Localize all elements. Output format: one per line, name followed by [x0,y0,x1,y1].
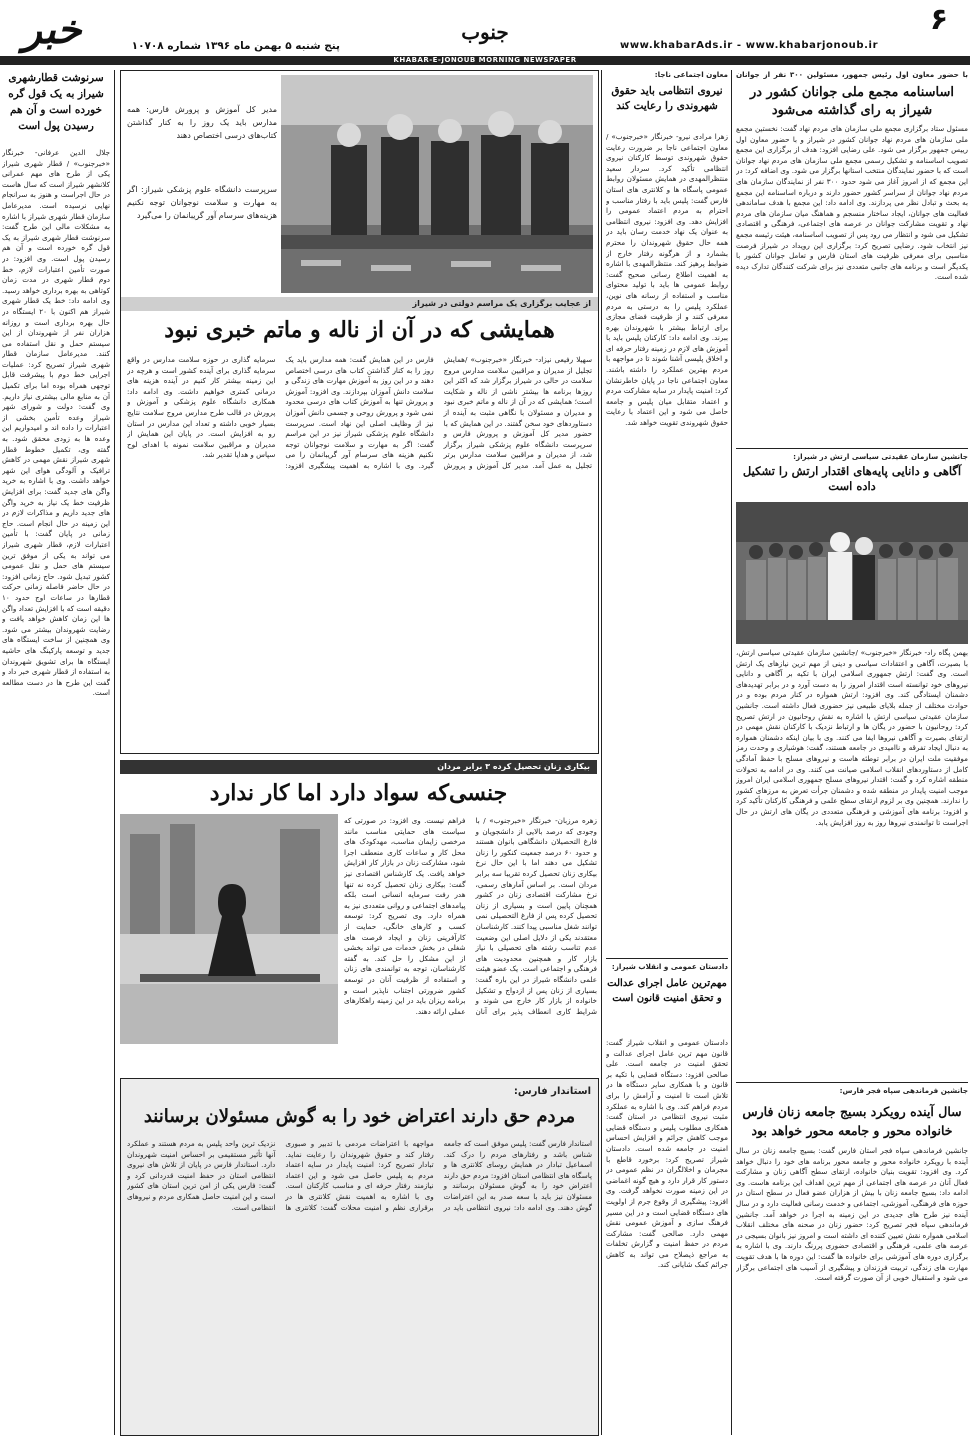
divider [606,958,728,959]
masthead-subtitle: KHABAR-E-JONOUB MORNING NEWSPAPER [393,56,577,64]
second-column [606,70,728,1438]
feature-article [120,70,599,754]
ceremony-photo [281,75,593,293]
article-headline: آگاهی و دانایی پایه‌های اقتدار ارتش را تشکیل داده است [742,464,962,493]
photo-caption: سرپرست دانشگاه علوم پزشکی شیراز: اگر به مهارت و سلامت نوجوانان توجه نکنیم هزینه‌های سرسام آور گریبانمان را می‌گیرد [127,185,277,220]
issue-date: پنج شنبه ۵ بهمن ماه ۱۳۹۶ شماره ۱۰۷۰۸ [131,40,340,52]
article-body: استاندار فارس گفت: پلیس موفق است که جامعه شناس باشد و رفتارهای مردم را درک کند. اسماعیل تبادار در همایش روسای کلانتری ها و پاسگاه های انتظامی استان افزود: مردم حق دارند اعتراض خود را به گوش مسئولان برسانند و مسئولان نیز باید با سعه صدر به این اعتراضات گوش دهند. وی ادامه داد: نیروی انتظامی باید در مواجهه با اعتراضات مردمی با تدبیر و صبوری رفتار کند و حقوق شهروندان را رعایت نماید. تبادار تصریح کرد: امنیت پایدار در سایه اعتماد مردم به پلیس حاصل می شود و این اعتماد نیازمند رفتار حرفه ای و مناسب کارکنان است. وی با اشاره به اهمیت نقش کلانتری ها در برقراری نظم و امنیت محلات گفت: کلانتری ها نزدیک ترین واحد پلیس به مردم هستند و عملکرد آنها تأثیر مستقیمی بر احساس امنیت شهروندان دارد. استاندار فارس در پایان از تلاش های نیروی انتظامی استان در حفظ امنیت قدردانی کرد و گفت: فارس یکی از امن ترین استان های کشور است و این امنیت حاصل همکاری مردم و نیروهای انتظامی است. [127,1139,592,1212]
article-headline: سال آینده رویکرد بسیج جامعه زنان فارس خانواده محور و جامعه محور خواهد بود [742,1104,962,1138]
article-headline: سرنوشت قطارشهری شیراز به یک قول گره خورده است و آن هم رسیدن پول است [8,72,104,132]
column-rule [601,70,602,1435]
article-body: مسئول ستاد برگزاری مجمع ملی سازمان های مردم نهاد گفت: نخستین مجمع ملی سازمان های مردم نهاد جوانان کشور در شیراز و با حضور معاون اول رییس جمهور برگزار می شود. علی رضایی افزود: هدف از برگزاری این مجمع تصویب اساسنامه و تشکیل رسمی مجمع ملی سازمان های مردم نهاد جوانان است که با حضور نمایندگان منتخب استانها برگزار می شود. وی اضافه کرد: در این مجمع که از امروز آغاز می شود حدود ۳۰۰ نفر از نمایندگان سازمان های مردم نهاد جوانان از سراسر کشور حضور دارند و درباره اساسنامه این مجمع به بحث و تبادل نظر می پردازند. وی ادامه داد: این مجمع با هدف ساماندهی فعالیت های جوانان، ایجاد ساختار منسجم و هماهنگ میان سازمان های مردم نهاد و تقویت مشارکت جوانان در عرصه های اجتماعی، فرهنگی و اقتصادی تشکیل می شود و انتظار می رود پس از تصویب اساسنامه، هیئت رئیسه مجمع نیز انتخاب شود. رضایی تصریح کرد: برگزاری این رویداد در شیراز فرصت مناسبی برای معرفی ظرفیت های استان فارس و تعامل جوانان کشور با یکدیگر است و برنامه های جانبی متعددی نیز برای شرکت کنندگان تدارک دیده شده است. [736,124,968,282]
website-url: www.khabarAds.ir - www.khabarjonoub.ir [620,40,879,51]
article-body: سهیلا رفیعی نیزاد- خبرنگار «خبرجنوب» /همایش تجلیل از مدیران و مراقبین سلامت مدارس مروج سلامت در حالی در شیراز برگزار شد که اکثر این روزها برنامه ها بیشتر ناشی از ناله و شکایت است؛ همایشی که در آن از ناله و ماتم خبری نبود و مدیران و مسئولان با نگاهی مثبت به آینده از دستاوردهای خود سخن گفتند. در این همایش که با حضور مدیر کل آموزش و پرورش فارس و سرپرست دانشگاه علوم پزشکی شیراز برگزار شد، از مدیران و مراقبین سلامت مدارس برتر تجلیل به عمل آمد. مدیر کل آموزش و پرورش فارس در این همایش گفت: همه مدارس باید یک روز را به کنار گذاشتن کتاب های درسی اختصاص دهند و در این روز به آموزش مهارت های زندگی و سلامت دانش آموزان بپردازند. وی افزود: آموزش و پرورش تنها به آموزش کتاب های درسی محدود نمی شود و پرورش روحی و جسمی دانش آموزان نیز از وظایف اصلی این نهاد است. سرپرست دانشگاه علوم پزشکی شیراز نیز در این مراسم گفت: اگر به مهارت و سلامت نوجوانان توجه نکنیم هزینه های سرسام آور گریبانمان را می گیرد. وی با اشاره به اهمیت پیشگیری افزود: سرمایه گذاری در حوزه سلامت مدارس در واقع سرمایه گذاری برای آینده کشور است و هرچه در این زمینه بیشتر کار کنیم در آینده هزینه های درمانی کمتری خواهیم داشت. وی ادامه داد: همکاری دانشگاه علوم پزشکی و آموزش و پرورش در قالب طرح مدارس مروج سلامت نتایج بسیار خوبی داشته و تعداد این مدارس در استان رو به افزایش است. در پایان این همایش از مدیران و مراقبین سلامت نمونه با اهدای لوح سپاس و هدایا تقدیر شد. [127,355,592,470]
column-rule [731,70,732,1435]
article-headline: نیروی انتظامی باید حقوق شهروندی را رعایت کند [611,85,723,112]
column-rule [114,70,115,1435]
women-article [120,760,597,1072]
article-kicker: جانشین سازمان عقیدتی سیاسی ارتش در شیراز: [793,452,968,461]
divider [736,1082,968,1083]
article-body: دادستان عمومی و انقلاب شیراز گفت: قانون مهم ترین عامل اجرای عدالت و تحقق امنیت در جامعه است. علی صالحی افزود: دستگاه قضایی با تکیه بر قانون و با همکاری سایر دستگاه ها در تلاش است تا امنیت و آرامش را برای مردم فراهم کند. وی با اشاره به عملکرد مثبت نیروی انتظامی در استان گفت: همکاری مطلوب پلیس و دستگاه قضایی موجب کاهش جرائم و افزایش احساس امنیت در جامعه شده است. دادستان شیراز تصریح کرد: برخورد قاطع با مجرمان و اخلالگران در نظم عمومی در دستور کار قرار دارد و هیچ گونه اغماضی در این زمینه صورت نخواهد گرفت. وی افزود: پیشگیری از وقوع جرم از اولویت های دستگاه قضایی است و در این مسیر فرهنگ سازی و آموزش عمومی نقش مهمی دارد. صالحی گفت: مشارکت مردم در حفظ امنیت و گزارش تخلفات به مراجع ذیصلاح می تواند به کاهش جرائم کمک شایانی کند. [606,1038,728,1270]
article-body: زهرا مرادی نیرو- خبرنگار «خبرجنوب» /معاون اجتماعی ناجا بر ضرورت رعایت حقوق شهروندی توسط کارکنان نیروی انتظامی تأکید کرد. سردار سعید منتظرالمهدی در همایش مسئولان روابط عمومی پاسگاه ها و کلانتری های استان فارس گفت: پلیس باید با رفتار مناسب و احترام به مردم اعتماد عمومی را افزایش دهد. وی افزود: نیروی انتظامی به عنوان یک نهاد خدمت رسان باید در همه حال حقوق شهروندان را محترم بشمارد و از هرگونه رفتار خارج از ضوابط پرهیز کند. منتظرالمهدی با اشاره به اهمیت اطلاع رسانی صحیح گفت: روابط عمومی ها باید با تولید محتوای مناسب و استفاده از رسانه های نوین، عملکرد پلیس را به درستی به مردم معرفی کنند و از ظرفیت فضای مجازی برای ارتباط بیشتر با شهروندان بهره ببرند. وی ادامه داد: کارکنان پلیس باید با آموزش های لازم در زمینه رفتار حرفه ای و اخلاق پلیسی آشنا شوند تا در مواجهه با مردم بهترین عملکرد را داشته باشند. معاون اجتماعی ناجا در پایان خاطرنشان کرد: امنیت پایدار در سایه مشارکت مردم و اعتماد متقابل میان پلیس و جامعه حاصل می شود و این اعتماد با رعایت حقوق شهروندی تقویت خواهد شد. [606,132,728,428]
governor-article [120,1078,599,1436]
article-headline: مردم حق دارند اعتراض خود را به گوش مسئولان برسانند [143,1106,576,1127]
article-headline: همایشی که در آن از ناله و ماتم خبری نبود [164,317,555,343]
ceremony-photo-svg [281,75,593,293]
woman-photo-svg [120,814,338,1044]
article-body: جانشین فرماندهی سپاه فجر استان فارس گفت: بسیج جامعه زنان در سال آینده با رویکرد خانواده محور و جامعه محور برنامه های خود را دنبال خواهد کرد. وی افزود: تقویت بنیان خانواده، ارتقای سطح آگاهی زنان و مشارکت فعال آنان در عرصه های اجتماعی از مهم ترین اهداف این برنامه هاست. وی ادامه داد: بسیج جامعه زنان با بیش از هزاران عضو فعال در سطح استان در حوزه های فرهنگی، آموزشی، اجتماعی و خدمت رسانی فعالیت دارد و در سال آینده نیز طرح های جدیدی در این زمینه به اجرا در خواهد آمد. جانشین فرماندهی سپاه فجر تصریح کرد: حضور زنان در صحنه های مختلف انقلاب اسلامی همواره نقش تعیین کننده ای داشته است و امروز نیز بانوان بسیجی در عرصه های علمی، فرهنگی و اقتصادی حضوری پررنگ دارند. وی با اشاره به برگزاری دوره های آموزشی برای خانواده ها گفت: این دوره ها با هدف تقویت مهارت های زندگی، تربیت فرزندان و پیشگیری از آسیب های اجتماعی برگزار می شود و استقبال خوبی از آن صورت گرفته است. [736,1146,968,1283]
article-kicker: جانشین فرماندهی سپاه فجر فارس: [839,1086,968,1095]
divider [736,448,968,449]
logo: خبر [22,6,82,53]
article-headline: مهم‌ترین عامل اجرای عدالت و تحقق امنیت قانون است [607,978,727,1004]
page-number: ۶ [929,2,949,37]
article-kicker: معاون اجتماعی ناجا: [654,70,728,79]
army-photo-svg [736,502,968,644]
right-column [736,70,968,1438]
article-headline: جنسی‌که سواد دارد اما کار ندارد [209,780,508,806]
masthead [0,0,970,68]
photo-caption: مدیر کل آموزش و پرورش فارس: همه مدارس باید یک روز را به کنار گذاشتن کتاب‌های درسی اختصاص دهند [127,105,277,140]
article-kicker: بیکاری زنان تحصیل کرده ۳ برابر مردان [437,762,590,771]
article-kicker: از عجایب برگزاری یک مراسم دولتی در شیراز [412,299,591,308]
article-body: بهمن پگاه راد- خبرنگار «خبرجنوب» /جانشین سازمان عقیدتی سیاسی ارتش، با بصیرت، آگاهی و اعتقادات سیاسی و دینی از مهم ترین نیازهای یک ارتش است. وی گفت: ارتش جمهوری اسلامی ایران با تکیه بر آگاهی و دانایی نیروهای خود توانسته است اقتدار امروز را به دست آورد و در برابر تهدیدهای دشمنان ایستادگی کند. وی افزود: ارتش همواره در کنار مردم بوده و در حوادث مختلف از جمله بلایای طبیعی نیز حضوری فعال داشته است. جانشین سازمان عقیدتی سیاسی ارتش با اشاره به نقش روحانیون در ارتش تصریح کرد: روحانیون با حضور در یگان ها و ارتباط نزدیک با کارکنان نقش مهمی در ارتقای بصیرت و آگاهی نیروها ایفا می کنند. وی با بیان اینکه دشمنان همواره به دنبال ایجاد تفرقه و ناامیدی در جامعه هستند، گفت: هوشیاری و وحدت رمز موفقیت ملت ایران در برابر توطئه هاست و نیروهای مسلح با حفظ آمادگی کامل از دستاوردهای انقلاب اسلامی صیانت می کنند. وی در ادامه به تحولات منطقه اشاره کرد و گفت: اقتدار نیروهای مسلح جمهوری اسلامی ایران امروز موجب امنیت پایدار در منطقه شده و دشمنان جرأت تعرض به مرزهای کشور را ندارند. همچنین وی بر لزوم ارتقای سطح علمی و فرهنگی کارکنان تأکید کرد و افزود: برنامه های آموزشی و فرهنگی متعددی در یگان های ارتش در حال اجراست تا توانمندی نیروها روز به روز افزایش یابد. [736,648,968,827]
article-kicker: با حضور معاون اول رئیس جمهور، مسئولین ۳۰۰ نفر از جوانان [736,70,968,79]
article-headline: اساسنامه مجمع ملی جوانان کشور در شیراز به رای گذاشته می‌شود [749,85,955,118]
woman-photo [120,814,338,1044]
article-body: زهره مرزبان- خبرنگار «خبرجنوب» / با وجودی که درصد بالایی از دانشجویان و فارغ التحصیلان دانشگاهی بانوان هستند و حدود ۶۰ درصد جمعیت کنکور را زنان تشکیل می دهند اما با این حال نرخ بیکاری زنان تحصیل کرده تقریبا سه برابر مردان است. بر اساس آمارهای رسمی، نرخ مشارکت اقتصادی زنان در کشور همچنان پایین است و بسیاری از زنان تحصیل کرده پس از فارغ التحصیلی نمی توانند شغل مناسبی پیدا کنند. کارشناسان معتقدند یکی از دلایل اصلی این وضعیت عدم تناسب رشته های تحصیلی با نیاز بازار کار و همچنین محدودیت های فرهنگی و اجتماعی است. یک عضو هیئت علمی دانشگاه شیراز در این باره گفت: بسیاری از زنان پس از ازدواج و تشکیل خانواده از بازار کار خارج می شوند و شرایط کاری انعطاف پذیر برای آنان فراهم نیست. وی افزود: در صورتی که سیاست های حمایتی مناسب مانند مرخصی زایمان مناسب، مهدکودک های محل کار و ساعات کاری منعطف اجرا شود، مشارکت زنان در بازار کار افزایش خواهد یافت. یک کارشناس اقتصادی نیز گفت: بیکاری زنان تحصیل کرده نه تنها هدر رفت سرمایه انسانی است بلکه پیامدهای اجتماعی و روانی متعددی نیز به همراه دارد. وی تصریح کرد: توسعه کسب و کارهای خانگی، حمایت از کارآفرینی زنان و ایجاد فرصت های شغلی در بخش خدمات می تواند بخشی از این مشکل را حل کند. به گفته کارشناسان، توجه به توانمندی های زنان و استفاده از ظرفیت آنان در توسعه کشور ضرورتی اجتناب ناپذیر است و برنامه ریزان باید در این زمینه راهکارهای عملی ارائه دهند. [344,816,597,1016]
section-title: جنوب [461,20,509,44]
article-kicker: دادستان عمومی و انقلاب شیراز: [611,962,728,971]
article-kicker: استاندار فارس: [513,1086,591,1097]
army-photo [736,502,968,644]
article-body: جلال الدین عرفانی- خبرنگار «خبرجنوب» / قطار شهری شیراز یکی از طرح های مهم عمرانی کلانشهر شیراز است که سال هاست در حال اجراست و هنوز به سرانجام نهایی نرسیده است. مدیرعامل سازمان قطار شهری شیراز با اشاره به مشکلات مالی این طرح گفت: سرنوشت قطار شهری شیراز به یک قول گره خورده است و آن هم رسیدن پول است. وی افزود: در صورت تأمین اعتبارات لازم، خط دوم قطار شهری در مدت زمان کوتاهی به بهره برداری خواهد رسید. وی ادامه داد: خط یک قطار شهری شیراز هم اکنون با ۲۰ ایستگاه در حال بهره برداری است و روزانه هزاران نفر از شهروندان از این سیستم حمل و نقل استفاده می کنند. مدیرعامل سازمان قطار شهری شیراز تصریح کرد: عملیات اجرایی خط دوم با پیشرفت قابل توجهی همراه بوده اما برای تکمیل آن به منابع مالی بیشتری نیاز داریم. وی گفت: دولت و شورای شهر شیراز وعده تأمین بخشی از اعتبارات را داده اند و امیدواریم این وعده ها به زودی محقق شود. به گفته وی، تکمیل خطوط قطار شهری شیراز نقش مهمی در کاهش ترافیک و آلودگی هوای این شهر خواهد داشت. وی با اشاره به خرید واگن های جدید گفت: برای افزایش ظرفیت خط یک نیاز به خرید واگن های جدید داریم و مذاکرات لازم در این زمینه در حال انجام است. حاج زمانی در پایان گفت: با تأمین اعتبارات لازم، قطار شهری شیراز می تواند به یکی از موفق ترین سیستم های حمل و نقل عمومی کشور تبدیل شود. حاج زمانی افزود: در حال حاضر فاصله زمانی حرکت قطارها در ساعات اوج حدود ۱۰ دقیقه است که با افزایش تعداد واگن ها این زمان کاهش خواهد یافت و رضایت شهروندان بیشتر می شود. وی همچنین از ساخت ایستگاه های جدید و توسعه پارکینگ های حاشیه ایستگاه ها برای تشویق شهروندان به استفاده از قطار شهری خبر داد و گفت این طرح ها در دست مطالعه است. [2,148,110,698]
left-column [2,70,110,1438]
